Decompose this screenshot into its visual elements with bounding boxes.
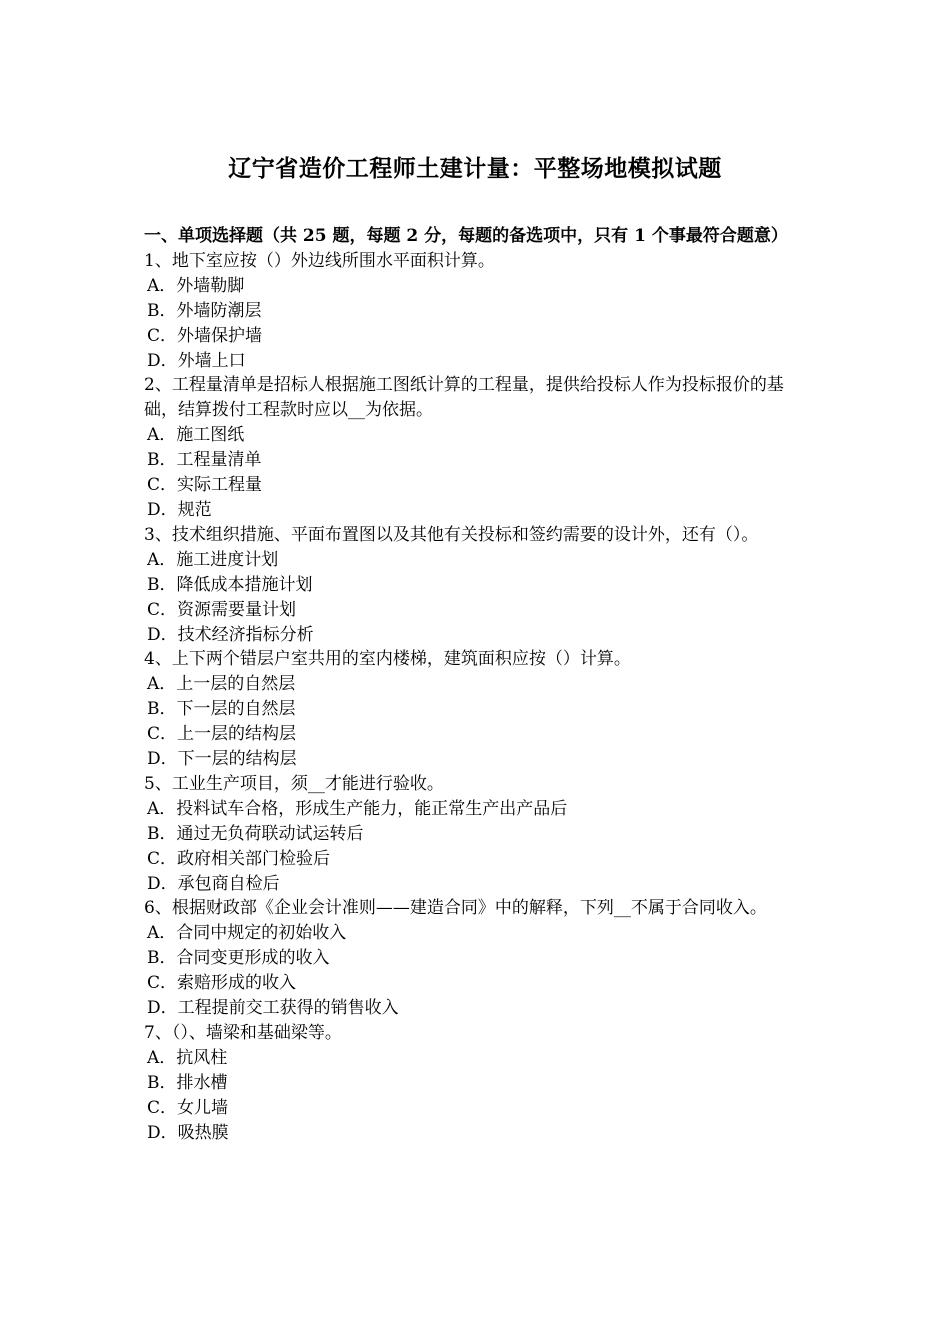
question-5 [144, 772, 808, 897]
option-d: D．规范 [147, 499, 212, 520]
section-heading: 一、单项选择题（共 25 题，每题 2 分，每题的备选项中，只有 1 个事最符合题意） [144, 226, 788, 246]
document-body [144, 224, 808, 1146]
option-d: D．吸热膜 [147, 1122, 229, 1143]
option-b: B．外墙防潮层 [147, 300, 262, 321]
option-a: A．抗风柱 [147, 1047, 228, 1068]
option-b: B．工程量清单 [147, 450, 262, 471]
question-stem: 1、地下室应按（）外边线所围水平面积计算。 [144, 250, 495, 271]
question-6 [144, 896, 808, 1021]
question-3 [144, 523, 808, 648]
option-c: C．政府相关部门检验后 [147, 848, 331, 869]
question-2 [144, 373, 808, 522]
option-b: B．下一层的自然层 [147, 699, 296, 720]
option-d: D．承包商自检后 [147, 873, 280, 894]
option-c: C．上一层的结构层 [147, 724, 297, 745]
option-b: B．降低成本措施计划 [147, 574, 313, 595]
option-a: A．外墙勒脚 [147, 275, 245, 296]
option-d: D．技术经济指标分析 [147, 624, 314, 645]
question-4 [144, 647, 808, 772]
option-a: A．施工进度计划 [147, 549, 279, 570]
option-a: A．投料试车合格，形成生产能力，能正常生产出产品后 [147, 798, 568, 819]
option-d: D．外墙上口 [147, 350, 246, 371]
option-a: A．合同中规定的初始收入 [147, 923, 347, 944]
question-stem: 4、上下两个错层户室共用的室内楼梯，建筑面积应按（）计算。 [144, 649, 631, 670]
question-stem: 5、工业生产项目，须__才能进行验收。 [144, 773, 444, 794]
question-stem: 7、（）、墙梁和基础梁等。 [144, 1023, 342, 1043]
option-b: B．通过无负荷联动试运转后 [147, 823, 364, 844]
option-a: A．上一层的自然层 [147, 674, 296, 695]
option-d: D．工程提前交工获得的销售收入 [147, 998, 399, 1019]
option-a: A．施工图纸 [147, 425, 245, 446]
option-c: C．实际工程量 [147, 475, 263, 496]
option-b: B．合同变更形成的收入 [147, 948, 330, 969]
question-stem: 3、技术组织措施、平面布置图以及其他有关投标和签约需要的设计外，还有（）。 [144, 524, 759, 545]
option-c: C．索赔形成的收入 [147, 973, 297, 994]
question-7 [144, 1021, 808, 1146]
question-1 [144, 249, 808, 374]
question-stem: 2、工程量清单是招标人根据施工图纸计算的工程量，提供给投标人作为投标报价的基础，结算拨付工程款时应以__为依据。 [144, 375, 784, 421]
document-title: 辽宁省造价工程师土建计量：平整场地模拟试题 [228, 155, 722, 182]
question-stem: 6、根据财政部《企业会计准则——建造合同》中的解释，下列__不属于合同收入。 [144, 898, 767, 919]
option-c: C．资源需要量计划 [147, 599, 297, 620]
option-c: C．外墙保护墙 [147, 325, 263, 346]
option-b: B．排水槽 [147, 1072, 228, 1093]
option-c: C．女儿墙 [147, 1097, 229, 1118]
option-d: D．下一层的结构层 [147, 749, 297, 770]
